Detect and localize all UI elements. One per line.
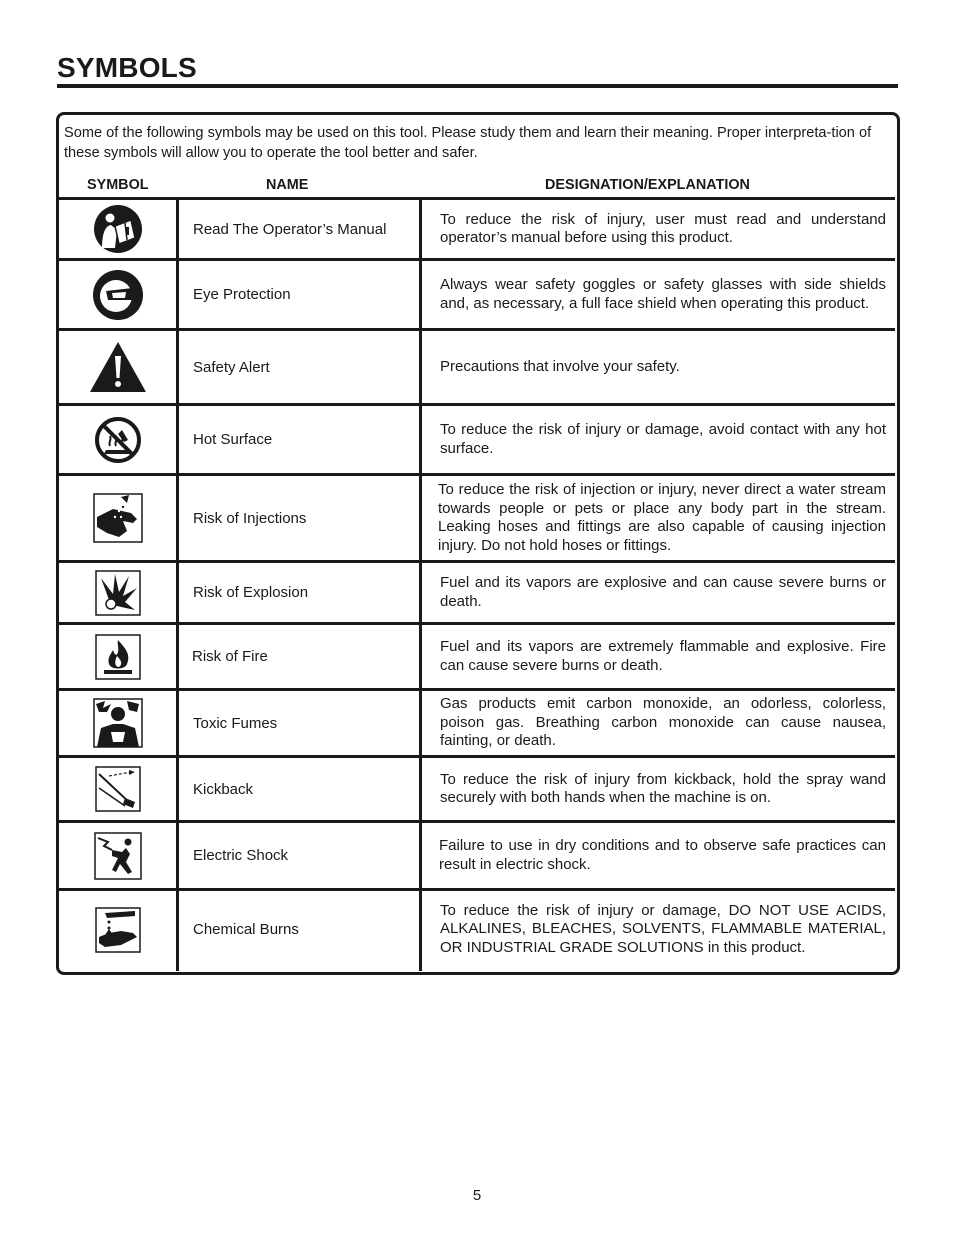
column-divider (419, 198, 422, 971)
page-number: 5 (472, 1187, 482, 1204)
column-divider (176, 198, 179, 971)
symbol-description: To reduce the risk of injection or injury, never direct a water stream towards people or pets or place any body part in the stream. Leaking hoses and fittings are also capable of causing injection injury. Do not hold hoses or fittings. (438, 481, 886, 554)
electric-shock-icon (60, 823, 176, 888)
title-rule (57, 84, 898, 88)
chemical-burns-icon (60, 891, 176, 968)
symbol-name: Safety Alert (193, 358, 270, 376)
symbol-name: Chemical Burns (193, 921, 299, 938)
symbol-name: Electric Shock (193, 847, 289, 864)
symbol-name: Risk of Explosion (193, 584, 309, 601)
symbol-description: To reduce the risk of injury, user must read and understand operator’s manual before using this product. (440, 210, 886, 246)
page-title: SYMBOLS (57, 52, 197, 83)
column-header-name: NAME (266, 177, 309, 193)
risk-of-fire-icon (60, 625, 176, 688)
kickback-icon (60, 758, 176, 820)
symbol-name: Read The Operator’s Manual (193, 220, 387, 238)
column-header-designation: DESIGNATION/EXPLANATION (545, 177, 750, 193)
symbol-description: Gas products emit carbon monoxide, an odorless, colorless, poison gas. Breathing carbon monoxide can cause nausea, fainting, or death. (440, 695, 886, 750)
symbol-name: Kickback (193, 780, 254, 798)
symbol-description: To reduce the risk of injury from kickback, hold the spray wand securely with both hands when the machine is on. (440, 770, 886, 806)
symbol-description: Fuel and its vapors are extremely flammable and explosive. Fire can cause severe burns or death. (440, 638, 886, 674)
symbol-name: Risk of Injections (193, 509, 307, 527)
symbol-description: Precautions that involve your safety. (440, 357, 680, 375)
symbol-name: Eye Protection (193, 286, 291, 303)
risk-of-explosion-icon (60, 563, 176, 622)
eye-protection-icon (60, 261, 176, 328)
column-header-symbol: SYMBOL (87, 177, 149, 193)
symbol-description: Always wear safety goggles or safety glasses with side shields and, as necessary, a full face shield when operating this product. (440, 276, 886, 312)
symbol-description: To reduce the risk of injury or damage, DO NOT USE ACIDS, ALKALINES, BLEACHES, SOLVENTS, FLAMMABLE MATERIAL, OR INDUSTRIAL GRADE SOLUTIONS in this product. (440, 901, 886, 956)
toxic-fumes-icon (60, 691, 176, 755)
symbol-description: Failure to use in dry conditions and to observe safe practices can result in electric shock. (439, 837, 886, 873)
safety-alert-icon (60, 331, 176, 403)
symbol-description: To reduce the risk of injury or damage, avoid contact with any hot surface. (440, 421, 886, 457)
symbol-name: Hot Surface (193, 431, 273, 448)
symbol-name: Risk of Fire (192, 648, 268, 665)
risk-of-injections-icon (60, 476, 176, 560)
hot-surface-icon (60, 406, 176, 473)
symbol-name: Toxic Fumes (193, 714, 278, 732)
symbol-description: Fuel and its vapors are explosive and can cause severe burns or death. (440, 574, 886, 610)
read-manual-icon (60, 200, 176, 258)
intro-text: Some of the following symbols may be used on this tool. Please study them and learn their meaning. Proper interpreta-tion of these symbols will allow you to operate the tool better and safer. (64, 125, 872, 161)
